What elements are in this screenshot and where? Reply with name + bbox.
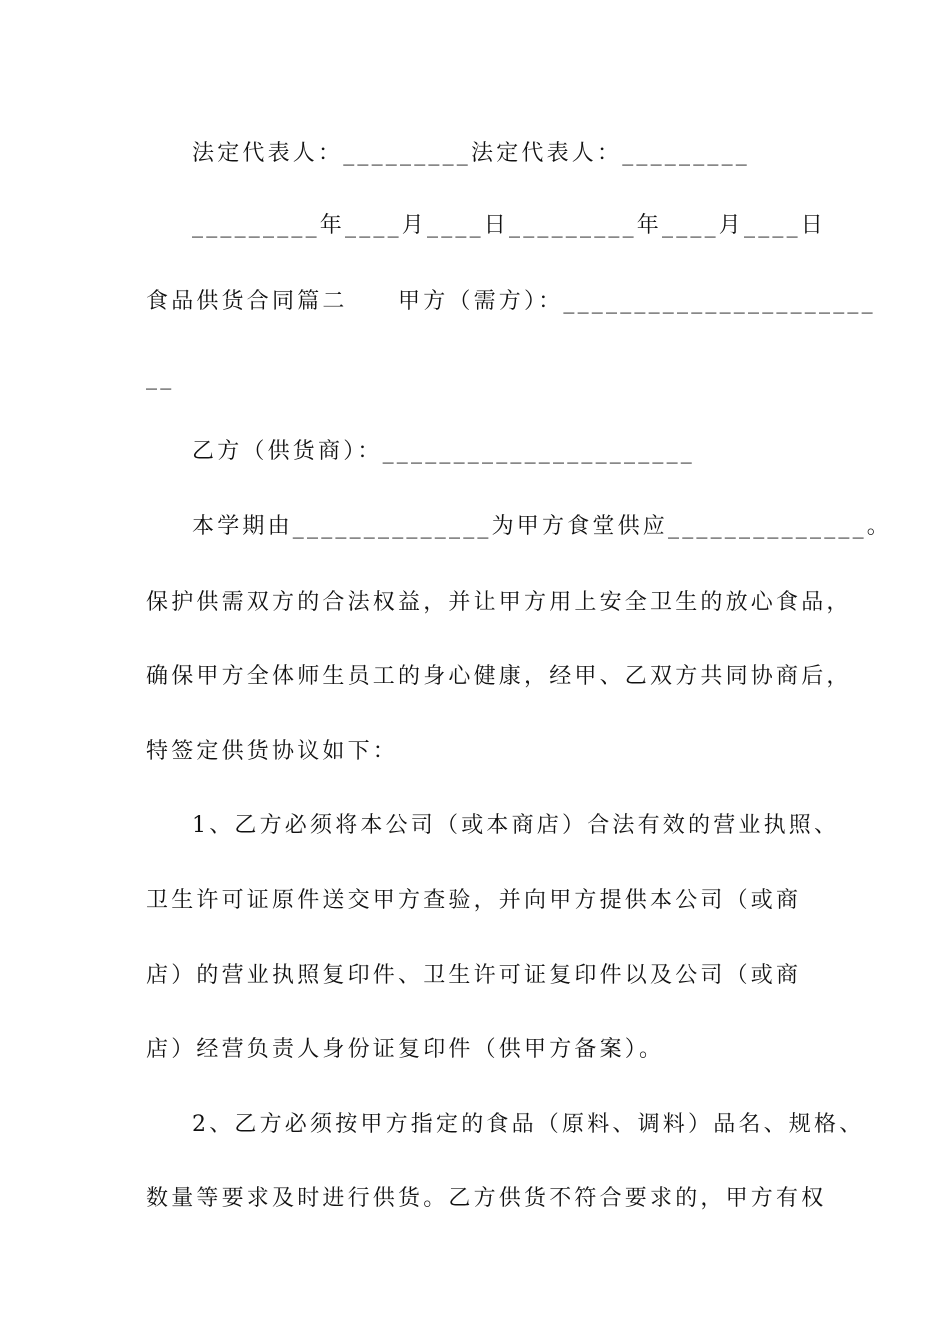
clause-2-line: 2、乙方必须按甲方指定的食品（原料、调料）品名、规格、 bbox=[192, 1112, 865, 1137]
clause-1-line: 店）经营负责人身份证复印件（供甲方备案）。 bbox=[146, 1037, 665, 1062]
paragraph-line: 确保甲方全体师生员工的身心健康，经甲、乙双方共同协商后， bbox=[146, 664, 852, 689]
clause-1-line: 1、乙方必须将本公司（或本商店）合法有效的营业执照、 bbox=[192, 813, 840, 838]
legal-representative-line: 法定代表人：_________法定代表人：_________ bbox=[192, 141, 751, 166]
supply-statement-line: 本学期由______________为甲方食堂供应______________。 bbox=[192, 514, 893, 539]
date-line: _________年____月____日_________年____月____日 bbox=[192, 213, 827, 238]
paragraph-line: 保护供需双方的合法权益，并让甲方用上安全卫生的放心食品， bbox=[146, 590, 852, 615]
party-a-underline-continuation: __ bbox=[146, 365, 175, 390]
paragraph-line: 特签定供货协议如下： bbox=[146, 739, 399, 764]
contract-heading-party-a-line: 食品供货合同篇二 甲方（需方）：______________________ bbox=[146, 289, 876, 314]
clause-1-line: 店）的营业执照复印件、卫生许可证复印件以及公司（或商 bbox=[146, 963, 802, 988]
clause-2-line: 数量等要求及时进行供货。乙方供货不符合要求的，甲方有权 bbox=[146, 1186, 827, 1211]
party-b-line: 乙方（供货商）：______________________ bbox=[192, 439, 696, 464]
clause-1-line: 卫生许可证原件送交甲方查验，并向甲方提供本公司（或商 bbox=[146, 888, 802, 913]
